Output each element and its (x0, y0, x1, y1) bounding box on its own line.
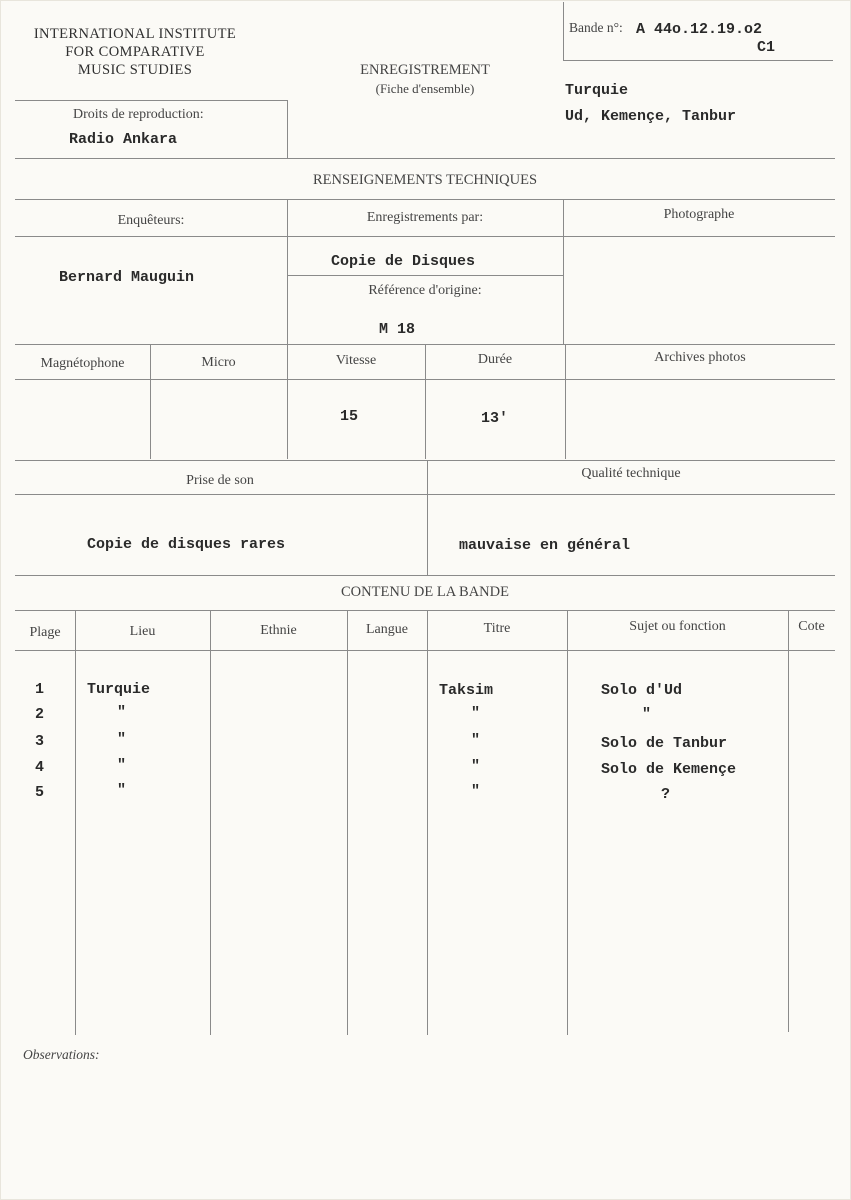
table-col-line-4 (427, 610, 428, 1035)
row-plage: 4 (35, 759, 45, 776)
col-line-5b (287, 344, 288, 459)
rights-label: Droits de reproduction: (73, 107, 204, 122)
observations-label: Observations: (23, 1047, 100, 1062)
row-lieu: Turquie (87, 681, 151, 698)
prise-label: Prise de son (186, 473, 254, 488)
row-titre: Taksim (439, 682, 494, 699)
duree-label: Durée (477, 352, 513, 367)
divider-7 (15, 494, 835, 495)
photographe-label: Photographe (663, 207, 735, 222)
divider-10 (15, 650, 835, 651)
divider-6 (15, 460, 835, 461)
table-col-line-1 (75, 610, 76, 1035)
duree-value: 13' (481, 410, 509, 427)
form-title: ENREGISTREMENT (360, 62, 490, 78)
qualite-label: Qualité technique (581, 466, 681, 481)
divider-3 (15, 236, 835, 237)
enregistrements-label: Enregistrements par: (366, 210, 484, 225)
institute-line-2: FOR COMPARATIVE (65, 44, 205, 60)
row-titre: " (471, 732, 481, 749)
table-col-line-2 (210, 610, 211, 1035)
archives-label: Archives photos (654, 350, 746, 365)
row-sujet: Solo de Tanbur (601, 735, 728, 752)
reference-label: Référence d'origine: (368, 283, 482, 298)
rights-top-line (15, 100, 287, 101)
enregistrements-value: Copie de Disques (331, 253, 476, 270)
institute-line-1: INTERNATIONAL INSTITUTE (33, 26, 237, 42)
rights-right-line (287, 100, 288, 158)
row-plage: 2 (35, 706, 45, 723)
micro-label: Micro (201, 355, 236, 370)
col-header-cote: Cote (798, 619, 825, 634)
divider-2 (15, 199, 835, 200)
bande-code: C1 (757, 39, 776, 56)
qualite-value: mauvaise en général (459, 537, 631, 554)
col-line-5c (425, 344, 426, 459)
divider-8 (15, 575, 835, 576)
enregistrements-split (287, 275, 563, 276)
institute-name (10, 25, 260, 79)
row-lieu: " (117, 704, 127, 721)
form-subtitle: (Fiche d'ensemble) (375, 81, 475, 96)
row-sujet: " (642, 706, 652, 723)
col-header-ethnie: Ethnie (260, 623, 297, 638)
row-lieu: " (117, 757, 127, 774)
bande-number: A 44o.12.19.o2 (636, 21, 763, 38)
bande-box-border (563, 2, 564, 60)
divider-1 (15, 158, 835, 159)
row-sujet: Solo de Kemençe (601, 761, 737, 778)
row-titre: " (471, 705, 481, 722)
col-header-lieu: Lieu (129, 624, 156, 639)
magnetophone-label: Magnétophone (40, 356, 125, 371)
col-header-sujet: Sujet ou fonction (629, 619, 726, 634)
country-value: Turquie (565, 82, 629, 99)
table-col-line-5 (567, 610, 568, 1035)
bande-label: Bande n°: (569, 20, 623, 35)
table-col-line-3 (347, 610, 348, 1035)
col-line-6 (427, 460, 428, 575)
tech-section-title: RENSEIGNEMENTS TECHNIQUES (312, 172, 538, 188)
col-line-tech-1 (287, 199, 288, 344)
row-lieu: " (117, 782, 127, 799)
vitesse-value: 15 (340, 408, 359, 425)
row-plage: 1 (35, 681, 45, 698)
enqueteurs-value: Bernard Mauguin (59, 269, 195, 286)
col-header-titre: Titre (483, 621, 511, 636)
divider-9 (15, 610, 835, 611)
col-header-plage: Plage (29, 625, 61, 640)
rights-value: Radio Ankara (69, 131, 178, 148)
row-lieu: " (117, 731, 127, 748)
col-header-langue: Langue (366, 622, 408, 637)
vitesse-label: Vitesse (335, 353, 377, 368)
reference-value: M 18 (379, 321, 416, 338)
col-line-5d (565, 344, 566, 459)
contenu-section-title: CONTENU DE LA BANDE (341, 584, 509, 600)
col-line-5a (150, 344, 151, 459)
row-titre: " (471, 758, 481, 775)
row-plage: 3 (35, 733, 45, 750)
bande-box-bottom (563, 60, 833, 61)
row-sujet: Solo d'Ud (601, 682, 683, 699)
enqueteurs-label: Enquêteurs: (117, 213, 185, 228)
row-sujet: ? (661, 786, 671, 803)
institute-line-3: MUSIC STUDIES (77, 62, 193, 78)
instruments-value: Ud, Kemençe, Tanbur (565, 108, 737, 125)
col-line-tech-2 (563, 199, 564, 344)
row-titre: " (471, 783, 481, 800)
row-plage: 5 (35, 784, 45, 801)
prise-value: Copie de disques rares (87, 536, 286, 553)
table-col-line-6 (788, 610, 789, 1032)
